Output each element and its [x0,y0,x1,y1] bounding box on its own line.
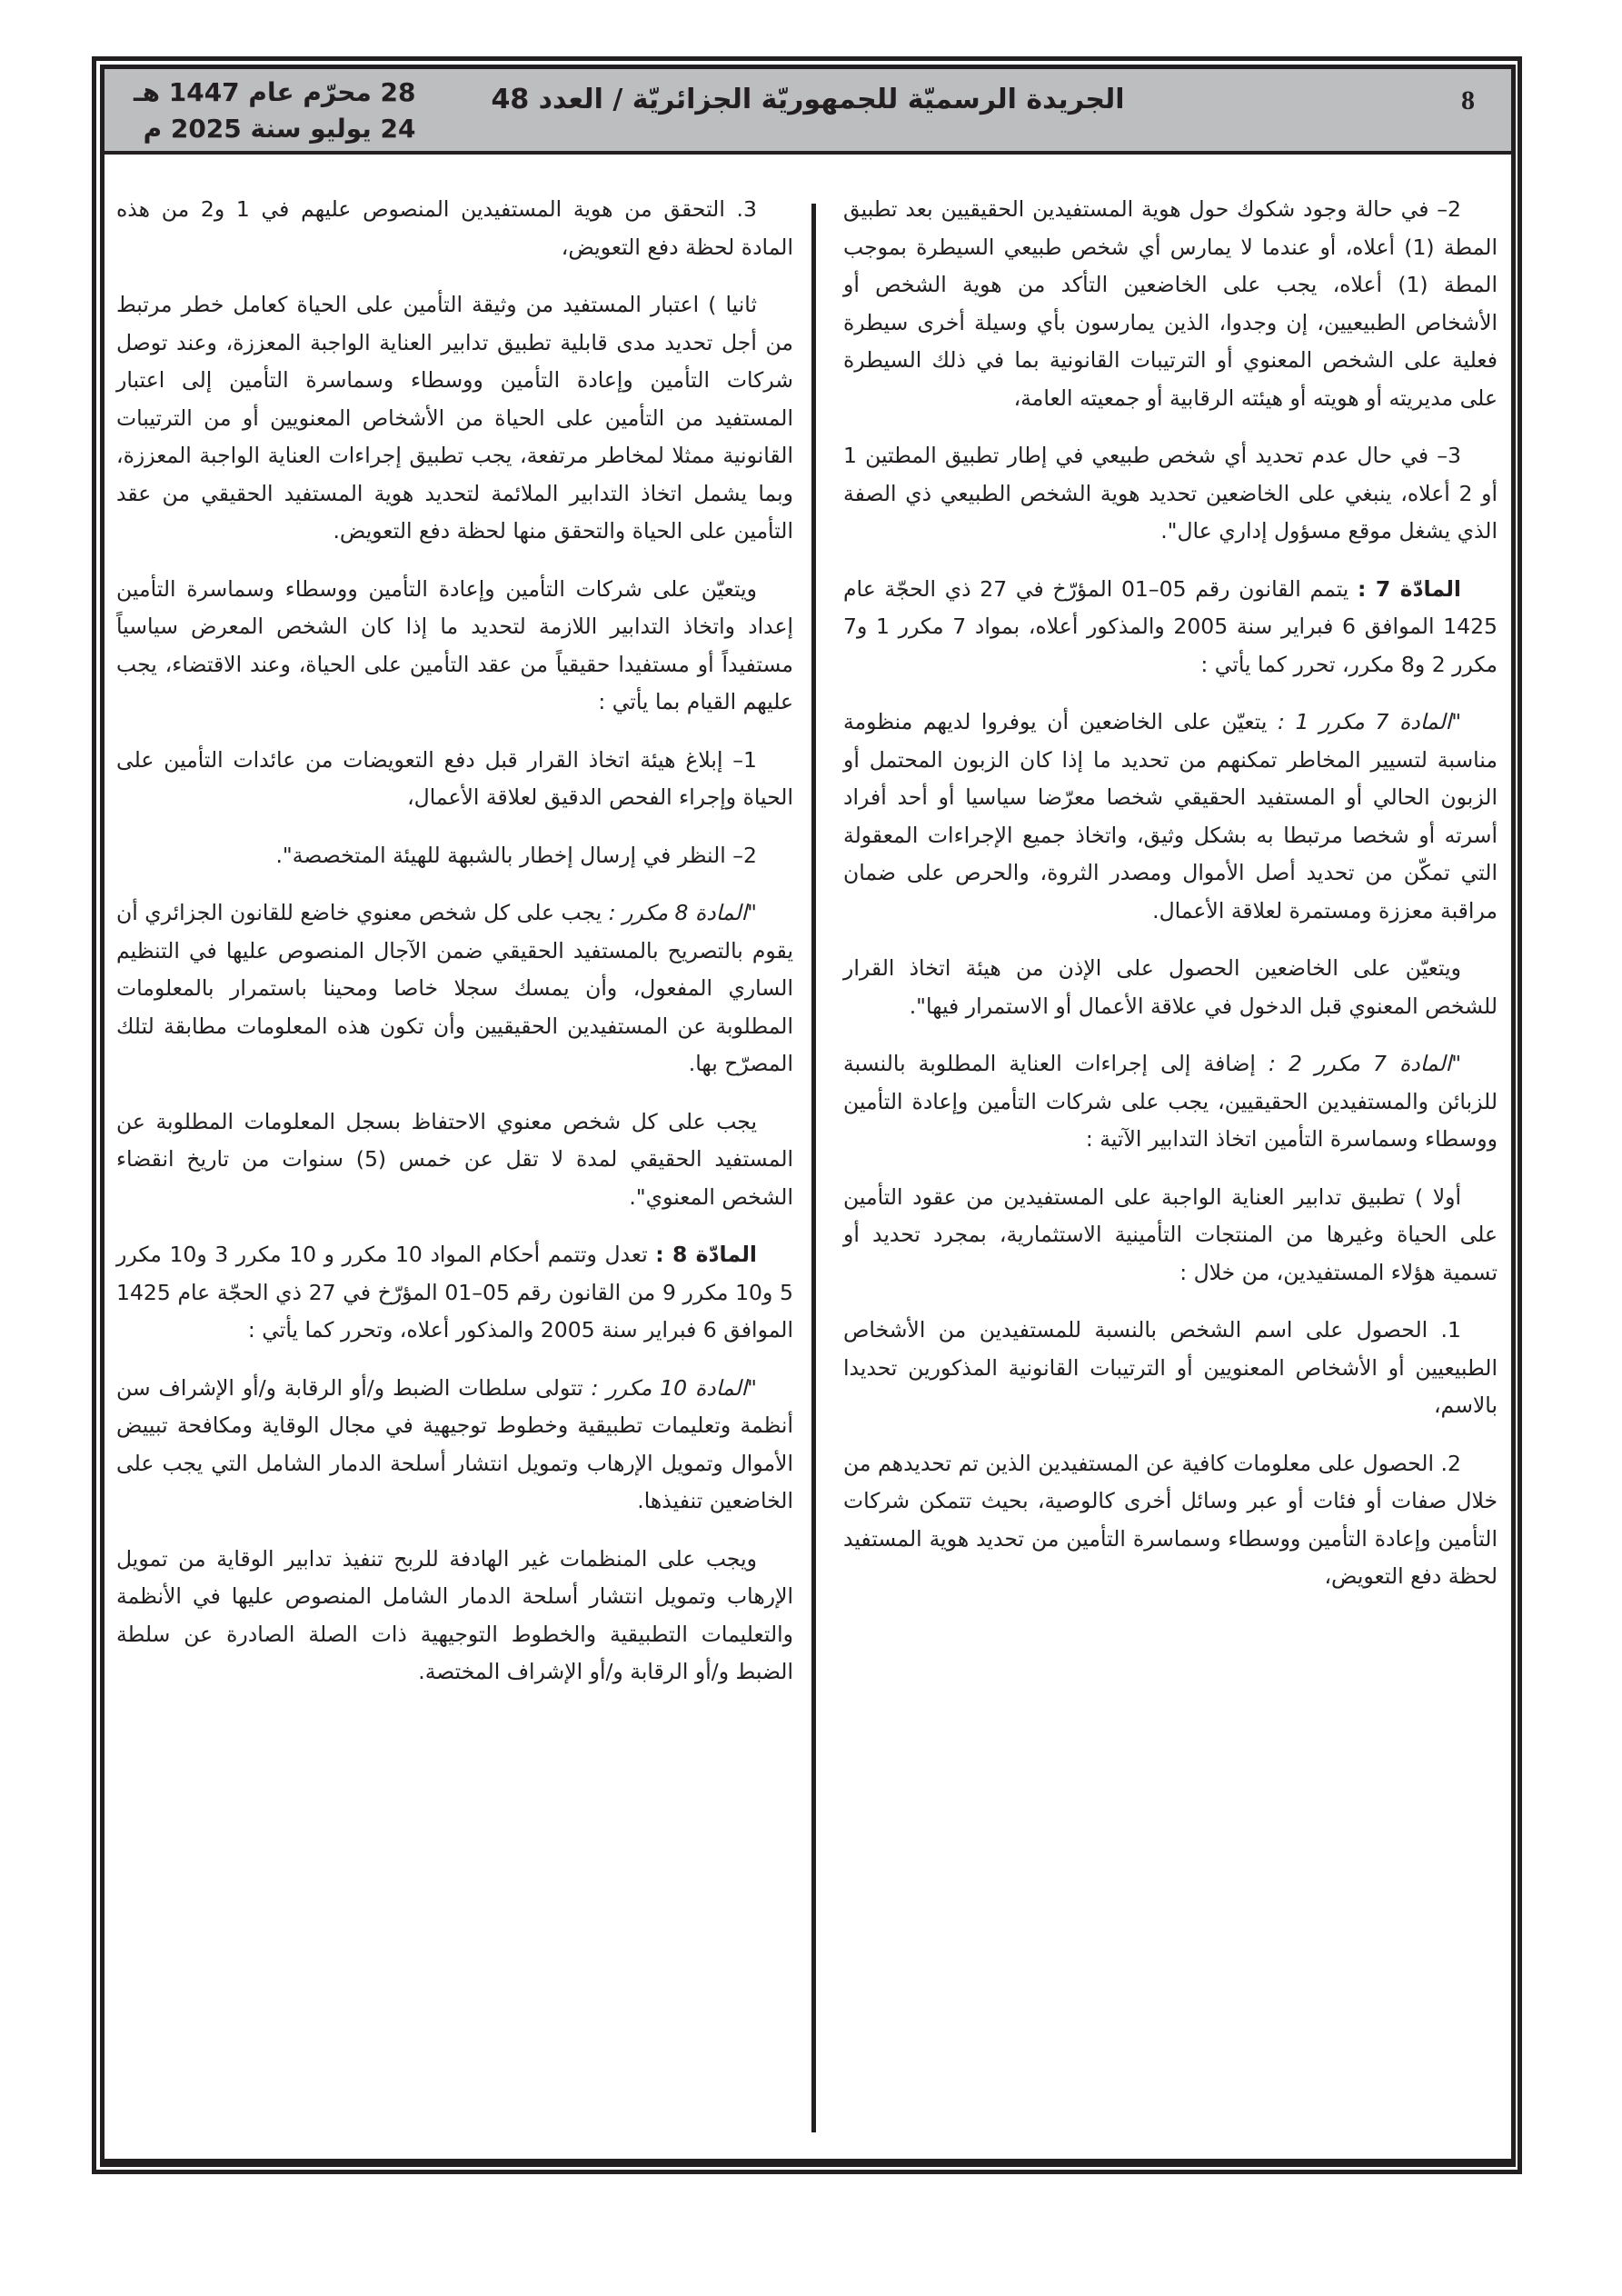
paragraph-article-8-bis: "المادة 8 مكرر : يجب على كل شخص معنوي خاضع للقانون الجزائري أن يقوم بالتصريح بالمستفيد الحقيقي ضمن الآجال المنصوص عليها في التنظيم الساري المفعول، وأن يمسك سجلا خاصا ومحينا باستمرار بالمعلومات المطلوبة عن المستفيدين الحقيقيين وأن تكون هذه المعلومات مطابقة لتلك المصرّح بها. [116,900,793,1076]
page-header [104,69,1511,155]
article-heading: "المادة 7 مكرر 1 : [1277,709,1461,734]
paragraph-article-7: المادّة 7 : يتمم القانون رقم 05–01 المؤرّخ في 27 ذي الحجّة عام 1425 الموافق 6 فبراير سنة 2005 والمذكور أعلاه، بمواد 7 مكرر 1 و7 مكرر 2 و8 مكرر، تحرر كما يأتي : [843,575,1498,677]
paragraph-article-10-bis: "المادة 10 مكرر : تتولى سلطات الضبط و/أو الرقابة و/أو الإشراف سن أنظمة وتعليمات تطبيقية وخطوط توجيهية في مجال الوقاية ومكافحة تبييض الأموال وتمويل الإرهاب وتمويل انتشار أسلحة الدمار الشامل التي يجب على الخاضعين تنفيذها. [116,1374,793,1513]
paragraph: 3– في حال عدم تحديد أي شخص طبيعي في إطار تطبيق المطتين 1 أو 2 أعلاه، ينبغي على الخاضعين تحديد هوية الشخص الطبيعي ذي الصفة الذي يشغل موقع مسؤول إداري عال". [843,443,1498,544]
article-heading: المادّة 7 : [1358,575,1461,602]
paragraph: 2. الحصول على معلومات كافية عن المستفيدين الذين تم تحديدهم من خلال صفات أو فئات أو عبر وسائل أخرى كالوصية، بحيث تتمكن شركات التأمين وإعادة التأمين ووسطاء وسماسرة التأمين من تحديد هوية المستفيد لحظة دفع التعويض، [843,1450,1498,1589]
paragraph: 2– في حالة وجود شكوك حول هوية المستفيدين الحقيقيين بعد تطبيق المطة (1) أعلاه، أو عندما لا يمارس أي شخص طبيعي السيطرة بموجب المطة (1) أعلاه، يجب على الخاضعين التأكد من هوية الشخص أو الأشخاص الطبيعيين، إن وجدوا، الذين يمارسون بأي وسيلة أخرى سيطرة فعلية على الشخص المعنوي أو الترتيبات القانونية بما في ذلك السيطرة على مديريته أو هويته أو هيئته الرقابية أو جمعيته العامة، [843,196,1498,411]
paragraph-article-7-bis-2: "المادة 7 مكرر 2 : إضافة إلى إجراءات العناية المطلوبة بالنسبة للزبائن والمستفيدين الحقيقيين، يجب على شركات التأمين وإعادة التأمين ووسطاء وسماسرة التأمين اتخاذ التدابير الآتية : [843,1051,1498,1152]
paragraph: يجب على كل شخص معنوي الاحتفاظ بسجل المعلومات المطلوبة عن المستفيد الحقيقي لمدة لا تقل عن خمس (5) سنوات من تاريخ انقضاء الشخص المعنوي". [116,1108,794,1210]
paragraph-article-7-bis-1: "المادة 7 مكرر 1 : يتعيّن على الخاضعين أن يوفروا لديهم منظومة مناسبة لتسيير المخاطر تمكنهم من تحديد ما إذا كان الزبون المحتمل أو الزبون الحالي أو المستفيد الحقيقي شخصا معرّضا سياسيا أو أحد أفراد أسرته أو شخصا مرتبطا به بشكل وثيق، واتخاذ جميع الإجراءات المعقولة التي تمكّن من تحديد أصل الأموال ومصدر الثروة، والحرص على ضمان مراقبة معززة ومستمرة لعلاقة الأعمال. [843,709,1498,923]
left-column [116,191,793,1692]
right-column [843,191,1498,1596]
paragraph: 1. الحصول على اسم الشخص بالنسبة للمستفيدين من الأشخاص الطبيعيين أو الأشخاص المعنويين أو الترتيبات القانونية المذكورين تحديدا بالاسم، [843,1317,1498,1418]
issue-date [134,75,416,147]
paragraph: ويجب على المنظمات غير الهادفة للربح تنفيذ تدابير الوقاية من تمويل الإرهاب وتمويل انتشار أسلحة الدمار الشامل المنصوص عليها في الأنظمة والتعليمات التطبيقية والخطوط التوجيهية ذات الصلة الصادرة عن سلطة الضبط و/أو الرقابة و/أو الإشراف المختصة. [116,1545,793,1684]
paragraph: ويتعيّن على شركات التأمين وإعادة التأمين ووسطاء وسماسرة التأمين إعداد واتخاذ التدابير اللازمة لتحديد ما إذا كان الشخص المعرض سياسياً مستفيداً أو مستفيدا حقيقياً من عقد التأمين على الحياة، وعند الاقتضاء، يجب عليهم القيام بما يأتي : [116,575,793,714]
gazette-title: الجريدة الرسميّة للجمهوريّة الجزائريّة / العدد 48 [491,84,1125,115]
paragraph: 1– إبلاغ هيئة اتخاذ القرار قبل دفع التعويضات من عائدات التأمين على الحياة وإجراء الفحص الدقيق لعلاقة الأعمال، [116,746,793,810]
paragraph: ثانيا ) اعتبار المستفيد من وثيقة التأمين على الحياة كعامل خطر مرتبط من أجل تحديد مدى قابلية تطبيق تدابير العناية الواجبة المعززة، وعند توصل شركات التأمين وإعادة التأمين ووسطاء وسماسرة التأمين إلى اعتبار المستفيد من التأمين على الحياة من الأشخاص المعنويين أو من الترتيبات القانونية ممثلا لمخاطر مرتفعة، يجب تطبيق إجراءات العناية الواجبة المعززة، وبما يشمل اتخاذ التدابير الملائمة لتحديد هوية المستفيد الحقيقي من عقد التأمين على الحياة والتحقق منها لحظة دفع التعويض. [116,292,793,544]
article-heading: المادّة 8 : [655,1242,757,1267]
bottom-rule [104,2159,1511,2162]
column-divider [811,204,816,2132]
article-body [116,191,1498,2136]
date-gregorian: 24 يوليو سنة 2025 م [143,114,416,144]
date-hijri: 28 محرّم عام 1447 هـ [134,77,416,107]
paragraph: 2– النظر في إرسال إخطار بالشبهة للهيئة المتخصصة". [275,842,757,868]
article-heading: "المادة 7 مكرر 2 : [1269,1051,1462,1076]
paragraph: ويتعيّن على الخاضعين الحصول على الإذن من هيئة اتخاذ القرار للشخص المعنوي قبل الدخول في علاقة الأعمال أو الاستمرار فيها". [843,955,1498,1019]
article-heading: "المادة 8 مكرر : [608,900,757,925]
paragraph: 3. التحقق من هوية المستفيدين المنصوص عليهم في 1 و2 من هذه المادة لحظة دفع التعويض، [116,196,793,260]
page-number: 8 [1461,85,1475,115]
paragraph: أولا ) تطبيق تدابير العناية الواجبة على المستفيدين من عقود التأمين على الحياة وغيرها من المنتجات التأمينية الاستثمارية، بمجرد تحديد أو تسمية هؤلاء المستفيدين، من خلال : [843,1183,1498,1285]
paragraph-article-8: المادّة 8 : تعدل وتتمم أحكام المواد 10 مكرر و 10 مكرر 3 و10 مكرر 5 و10 مكرر 9 من القانون رقم 05–01 المؤرّخ في 27 ذي الحجّة عام 1425 الموافق 6 فبراير سنة 2005 والمذكور أعلاه، وتحرر كما يأتي : [116,1242,793,1343]
article-heading: "المادة 10 مكرر : [591,1374,757,1401]
